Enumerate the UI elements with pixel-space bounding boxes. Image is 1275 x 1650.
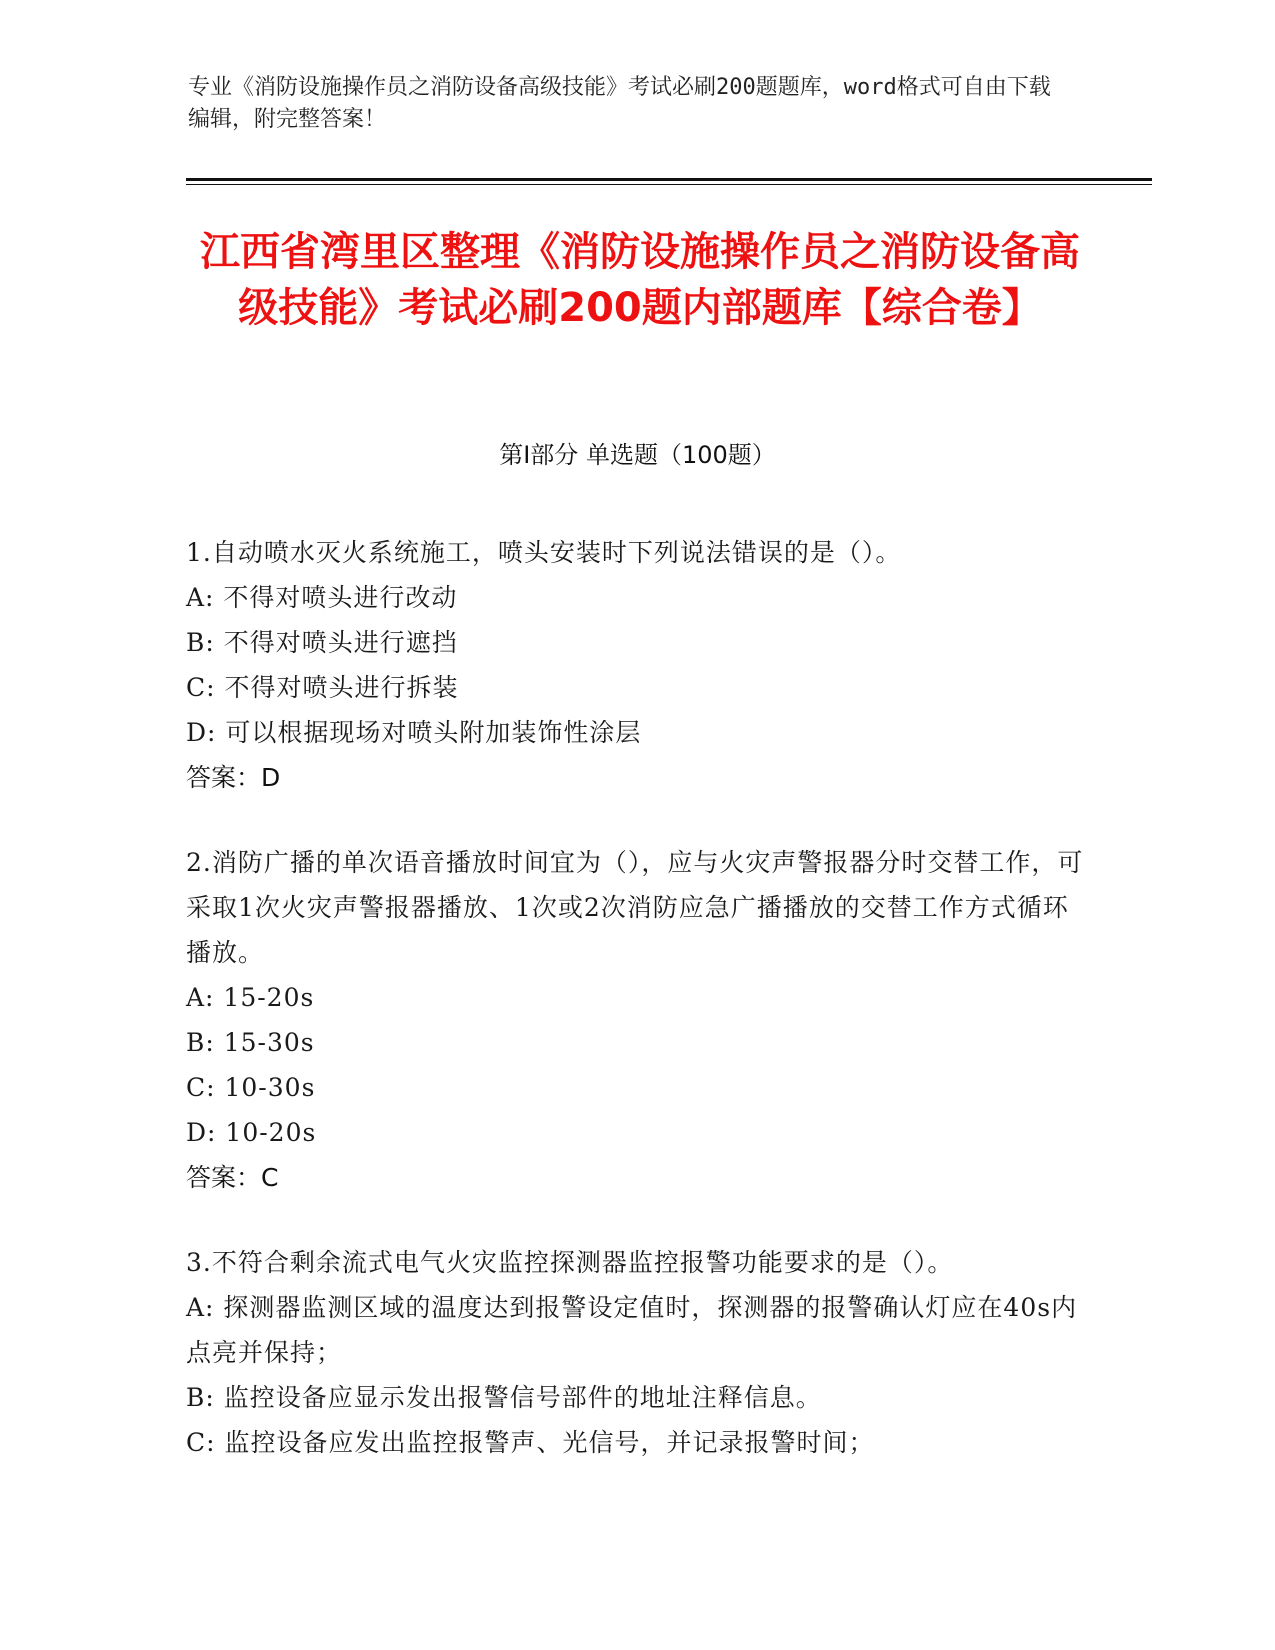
question-stem: 1.自动喷水灭火系统施工，喷头安装时下列说法错误的是（）。 (186, 538, 902, 567)
header-divider-thick (186, 178, 1152, 181)
option-c: C: 不得对喷头进行拆装 (186, 673, 459, 702)
question-stem: 2.消防广播的单次语音播放时间宜为（），应与火灾声警报器分时交替工作，可采取1次火灾声警报器播放、1次或2次消防应急广播播放的交替工作方式循环播放。 (186, 848, 1084, 967)
document-title: 江西省湾里区整理《消防设施操作员之消防设备高级技能》考试必刷200题内部题库【综合卷】 (200, 229, 1080, 331)
option-a: A: 探测器监测区域的温度达到报警设定值时，探测器的报警确认灯应在40s内点亮并保持； (186, 1293, 1078, 1367)
option-a: A: 不得对喷头进行改动 (186, 583, 458, 612)
question-2 (186, 840, 1086, 1200)
option-a: A: 15-20s (186, 983, 315, 1012)
header-note: 专业《消防设施操作员之消防设备高级技能》考试必刷200题题库，word格式可自由下载编辑，附完整答案！ (188, 75, 1051, 132)
question-1 (186, 530, 1086, 800)
header-divider-thin (186, 184, 1152, 185)
option-c: C: 10-30s (186, 1073, 316, 1102)
option-c: C: 监控设备应发出监控报警声、光信号，并记录报警时间； (186, 1428, 875, 1457)
answer: 答案：D (186, 763, 281, 792)
option-d: D: 可以根据现场对喷头附加装饰性涂层 (186, 718, 642, 747)
question-3 (186, 1240, 1086, 1465)
question-list (186, 530, 1086, 1505)
option-b: B: 监控设备应显示发出报警信号部件的地址注释信息。 (186, 1383, 822, 1412)
option-b: B: 15-30s (186, 1028, 315, 1057)
question-stem: 3.不符合剩余流式电气火灾监控探测器监控报警功能要求的是（）。 (186, 1248, 954, 1277)
section-title: 第Ⅰ部分 单选题（100题） (499, 441, 776, 469)
option-b: B: 不得对喷头进行遮挡 (186, 628, 458, 657)
option-d: D: 10-20s (186, 1118, 317, 1147)
answer: 答案：C (186, 1163, 279, 1192)
